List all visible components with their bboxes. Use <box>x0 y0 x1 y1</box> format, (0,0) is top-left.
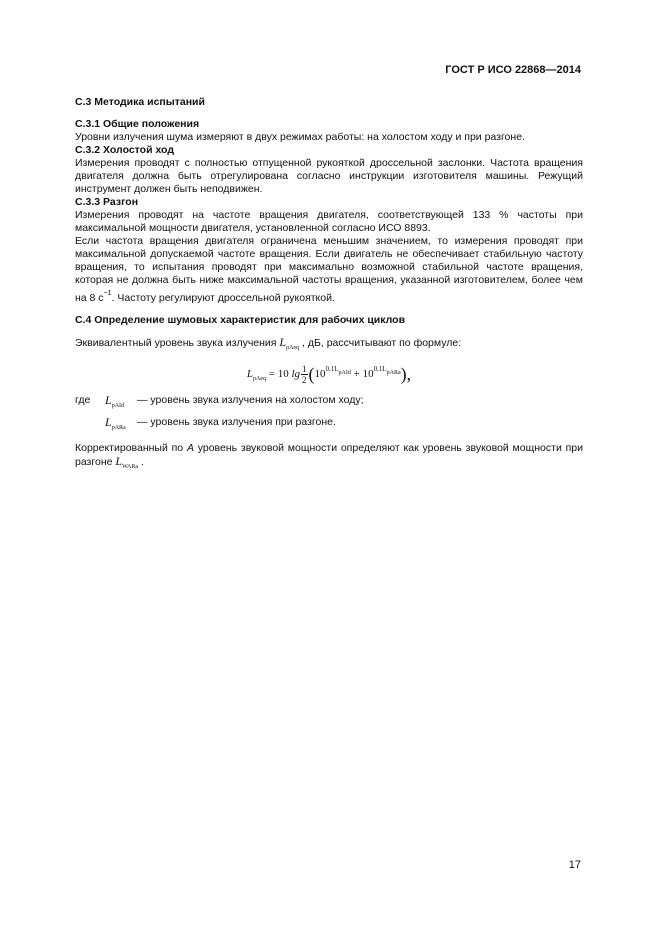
symbol-lpaid: $L_{pAId}$ <box>105 393 125 409</box>
symbol-lpaeq: $L_{pAeq}$ <box>279 335 300 351</box>
equation: $L_{pAeq} = 10$ lg $\frac{1}{2}$ $(10^{0,1LpAId} + 10^{0,1LpARa})$, <box>246 363 412 385</box>
where-item: где $L_{pAId}$ — уровень звука излучения на холостом ходу; <box>75 392 583 414</box>
page-content <box>75 96 583 474</box>
section-c33-title: С.3.3 Разгон <box>75 196 139 208</box>
section-c3-title: С.3 Методика испытаний <box>75 96 205 108</box>
section-c4-intro: Эквивалентный уровень звука излучения $L_{pAeq}$ , дБ, рассчитывают по формуле: <box>75 335 462 351</box>
where-list <box>75 392 583 436</box>
superscript: −1 <box>103 290 112 297</box>
section-c4-title: С.4 Определение шумовых характеристик для рабочих циклов <box>75 314 406 326</box>
section-c31-text: Уровни излучения шума измеряют в двух режимах работы: на холостом ходу и при разгоне. <box>75 131 525 143</box>
section-c32-text: Измерения проводят с полностью отпущенной рукояткой дроссельной заслонки. Частота вращения двигателя должна быть отрегулирована согласно инструкции изготовителя машины. Режущий инструмент должен быть неподвижен. <box>75 157 583 195</box>
document-header: ГОСТ Р ИСО 22868—2014 <box>445 64 581 76</box>
fraction: $\frac{1}{2}$ <box>302 363 307 385</box>
where-item: $L_{pARa}$ — уровень звука излучения при разгоне. <box>75 414 583 436</box>
page-number: 17 <box>568 859 581 871</box>
section-c31-title: С.3.1 Общие положения <box>75 118 200 130</box>
section-c32-title: С.3.2 Холостой ход <box>75 144 174 156</box>
section-c33-text-2: Если частота вращения двигателя ограничена меньшим значением, то измерения проводят при максимальной допускаемой частоте вращения. Если двигатель не обеспечивает стабильную частоту вращения, то испытания проводят при максимально возможной стабильной частоте вращения, которая не должна быть ниже максимальной частоты вращения, указанной изготовителем, более чем на 8 $с^{-1}$. Частоту регулируют дроссельной рукояткой. <box>75 235 583 304</box>
symbol-lpara: $L_{pARa}$ <box>105 415 126 431</box>
section-c33-text-1: Измерения проводят на частоте вращения двигателя, соответствующей 133 % частоты при максимальной мощности двигателя, установленной согласно ИСО 8893. <box>75 209 583 234</box>
symbol-lwara: $L_{WARa}$ <box>115 454 139 470</box>
section-c4-corrected: Корректированный по А уровень звуковой мощности определяют как уровень звуковой мощности при разгоне $L_{WARa}$ . <box>75 442 583 470</box>
